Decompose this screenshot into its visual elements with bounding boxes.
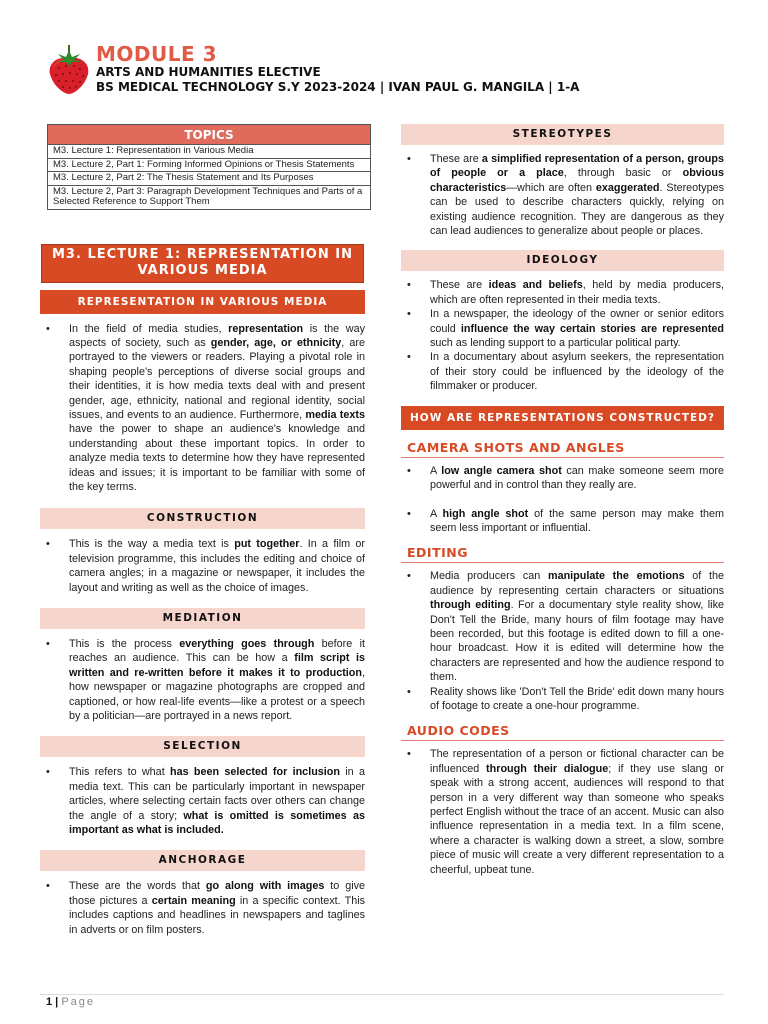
page-number: 1 [46,996,53,1008]
module-title: MODULE 3 [96,42,218,66]
topic-row: M3. Lecture 2, Part 3: Paragraph Development Techniques and Parts of a Selected Reference to Support Them [53,185,363,207]
left-column [40,124,365,937]
list-item: • In a newspaper, the ideology of the owner or senior editors could influence the way certain stories are represented such as lending support to a particular political party. [401,307,724,350]
page-footer [46,996,95,1008]
stereotypes-list [401,152,724,238]
section-heading-constructed: HOW ARE REPRESENTATIONS CONSTRUCTED? [401,406,724,430]
list-item: • In a documentary about asylum seekers, the representation of their story could be influenced by the ideology of the filmmaker or producer. [401,350,724,393]
topics-heading: TOPICS [48,125,370,145]
right-column [401,124,724,877]
subheading-editing: EDITING [401,545,724,563]
list-item: • This is the process everything goes through before it reaches an audience. This can be how a film script is written and re-written before it makes it to production, how newspaper or magazine photographs are cropped and captioned, or how real-life events—like a protest or a speech by a politician—are portrayed in a news report. [40,637,365,723]
mediation-list [40,637,365,723]
section-heading-anchorage: ANCHORAGE [40,850,365,871]
topics-table [47,124,371,210]
course-subtitle: ARTS AND HUMANITIES ELECTIVE [96,65,321,79]
construction-list [40,537,365,595]
anchorage-list [40,879,365,937]
section-heading-ideology: IDEOLOGY [401,250,724,271]
list-item: • This refers to what has been selected for inclusion in a media text. This can be particularly important in newspaper articles, where selecting certain facts over others can change the angle of a story; what is omitted is sometimes as important as what is included. [40,765,365,837]
list-item: • This is the way a media text is put together. In a film or television programme, this includes the editing and choice of camera angles; in a magazine or newspaper, it includes the layout and writing as well as the choice of images. [40,537,365,595]
list-item: • Media producers can manipulate the emotions of the audience by representing certain characters or situations through editing. For a documentary style reality show, like Don't Tell the Bride, many hours of film footage may have been recorded, but this footage is edited down to fill a one-hour broadcast. How it is edited will determine how the characters are represented and how the audience respond to them. [401,569,724,684]
section-heading-construction: CONSTRUCTION [40,508,365,529]
list-item: • These are ideas and beliefs, held by media producers, which are often represented in their media texts. [401,278,724,307]
program-author-line: BS MEDICAL TECHNOLOGY S.Y 2023-2024 | IVAN PAUL G. MANGILA | 1-A [96,80,580,94]
page-label: Page [61,996,96,1008]
list-item: • The representation of a person or fictional character can be influenced through their dialogue; if they use slang or speak with a strong accent, audiences will respond to that person in a very different way than someone who speaks perfect English without the trace of an accent. Music can also influence representation in a media text. In a film scene, where a character is walking down a street, a slow, sombre piece of music will create a very different representation to a cheerful, upbeat tune. [401,747,724,877]
list-item: • Reality shows like 'Don't Tell the Bride' edit down many hours of footage to create a one-hour programme. [401,685,724,714]
audio-list [401,747,724,877]
lecture-title: M3. LECTURE 1: REPRESENTATION IN VARIOUS MEDIA [41,244,364,283]
document-header [46,42,726,98]
strawberry-icon [46,44,92,94]
list-item: • These are the words that go along with images to give those pictures a certain meaning in a specific context. This includes captions and headlines in newspapers and taglines in adverts or on film posters. [40,879,365,937]
page-separator: | [52,996,62,1008]
list-item: • A low angle camera shot can make someone seem more powerful and in control than they really are. [401,464,724,493]
section-heading-representation: REPRESENTATION IN VARIOUS MEDIA [40,290,365,314]
selection-list [40,765,365,837]
topic-row: M3. Lecture 2, Part 2: The Thesis Statement and Its Purposes [48,172,370,186]
subheading-audio: AUDIO CODES [401,723,724,741]
topic-row: M3. Lecture 1: Representation in Various Media [48,145,370,159]
subheading-camera: CAMERA SHOTS AND ANGLES [401,440,724,458]
section-heading-mediation: MEDIATION [40,608,365,629]
list-item: • In the field of media studies, representation is the way aspects of society, such as gender, age, or ethnicity, are portrayed to the viewers or readers. Playing a pivotal role in shaping people's perceptions of diverse social groups and their identities, it is how media texts deal with and present gender, age, ethnicity, national and regional identity, social issues, and events to an audience. Furthermore, media texts have the power to shape an audience's knowledge and understanding about these important topics. In order to analyze media texts to determine how they have represented ideas and issues; it is important to be familiar with some of the key terms. [40,322,365,495]
editing-list [401,569,724,713]
list-item: • These are a simplified representation of a person, groups of people or a place, through basic or obvious characteristics—which are often exaggerated. Stereotypes can be used to describe characters quickly, relying on existing audience recognition. They are dangerous as they can lead audiences to generalize about people or places. [401,152,724,238]
camera-list [401,464,724,536]
section-heading-stereotypes: STEREOTYPES [401,124,724,145]
list-item: • A high angle shot of the same person may make them seem less important or influential. [401,507,724,536]
section-heading-selection: SELECTION [40,736,365,757]
topic-row: M3. Lecture 2, Part 1: Forming Informed Opinions or Thesis Statements [48,159,370,173]
ideology-list [401,278,724,393]
representation-list [40,322,365,495]
footer-divider [40,994,724,995]
